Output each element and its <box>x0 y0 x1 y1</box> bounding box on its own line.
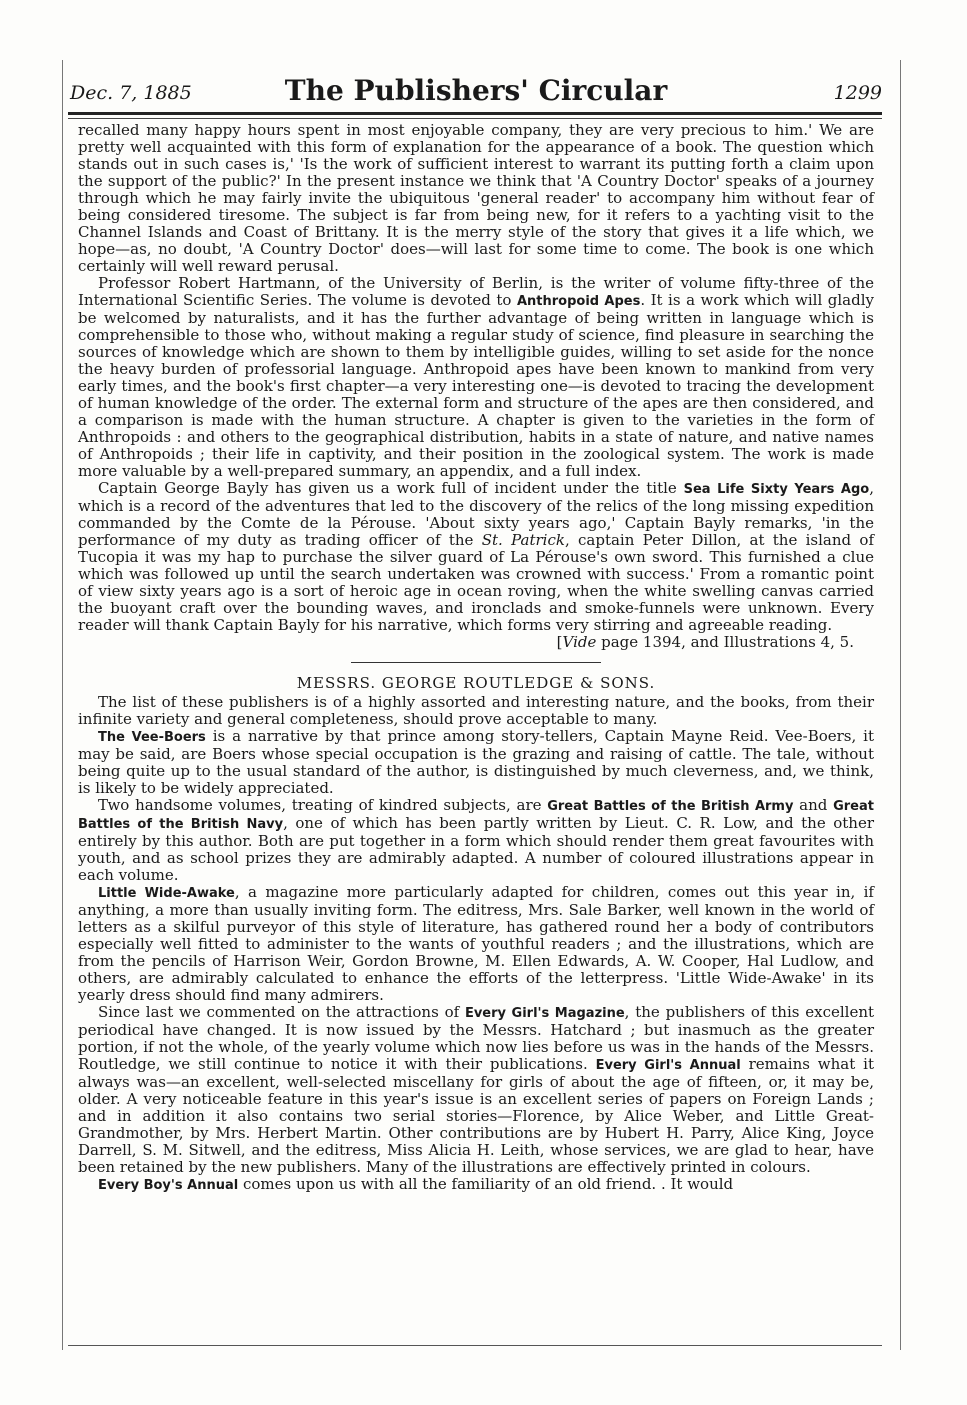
routledge-intro: The list of these publishers is of a highly assorted and interesting nature, and the books, from their infinite variety and general completeness, should prove acceptable to many. <box>78 693 874 728</box>
text-run: Since last we commented on the attractions of <box>98 1003 465 1021</box>
text-run: , a magazine more particularly adapted for children, comes out this year in, if anything, a more than usually inviting form. The editress, Mrs. Sale Barker, well known in the world of letters as a skilful purveyor of this style of literature, has gathered round her a body of contributors especially well fitted to administer to the wants of youthful readers ; and the illustrations, which are from the pencils of Harrison Weir, Gordon Browne, M. Ellen Edwards, A. W. Cooper, Hal Ludlow, and others, are admirably calculated to enhance the efforts of the letterpress. 'Little Wide-Awake' in its yearly dress should find many admirers. <box>78 883 874 1004</box>
text-run: is a narrative by that prince among story-tellers, Captain Mayne Reid. Vee-Boers, it may be said, are Boers whose special occupation is the grazing and raising of cattle. The tale, without being quite up to the usual standard of the author, is distinguished by much cleverness, and, we think, is likely to be widely appreciated. <box>78 727 874 797</box>
book-title: Every Boy's Annual <box>98 1178 239 1193</box>
text-run: . It is a work which will gladly be welcomed by naturalists, and it has the further advantage of being written in language which is comprehensible to those who, without making a regular study of science, find pleasure in searching the sources of knowledge which are shown to them by intelligible guides, willing to set aside for the nonce the heavy burden of professorial language. Anthropoid apes have been known to mankind from very early times, and the book's first chapter—a very interesting one—is devoted to tracing the development of human knowledge of the order. The external form and structure of the apes are then considered, and a comparison is made with the human structure. A chapter is given to the varieties in the form of Anthropoids : and others to the geographical distribution, habits in a state of nature, and native names of Anthropoids ; their life in captivity, and their position in the zoological system. The work is made more valuable by a well-prepared summary, an appendix, and a full index. <box>78 291 874 480</box>
text-run: Two handsome volumes, treating of kindred subjects, are <box>98 796 548 814</box>
text-run: remains what it always was—an excellent, well-selected miscellany for girls of about the age of fifteen, or, it may be, older. A very noticeable feature in this year's issue is an excellent series of papers on Foreign Lands ; and in addition it also contains two serial stories—Florence, by Alice Weber, and Little Great-Grandmother, by Mrs. Herbert Martin. Other contributions are by Hubert H. Parry, Alice King, Joyce Darrell, S. M. Sitwell, and the editress, Miss Alicia H. Leith, whose services, we are glad to hear, have been retained by the new publishers. Many of the illustrations are effectively printed in colours. <box>78 1055 874 1176</box>
page-header <box>70 70 882 110</box>
vide-reference: [Vide page 1394, and Illustrations 4, 5. <box>556 633 854 651</box>
book-title: Every Girl's Annual <box>595 1058 741 1073</box>
book-title: Sea Life Sixty Years Ago <box>683 482 870 497</box>
publication-title: The Publishers' Circular <box>284 74 668 107</box>
text-run: and <box>793 796 834 814</box>
book-title: Little Wide-Awake <box>98 886 235 901</box>
book-title: Anthropoid Apes <box>516 294 641 309</box>
right-margin-rule <box>900 60 901 1350</box>
section-divider <box>351 662 601 663</box>
book-title: Every Girl's Magazine <box>464 1006 625 1021</box>
text-run: , one of which has been partly written by Lieut. C. R. Low, and the other entirely by this author. Both are put together in a form which should render them great favourites with youth, and as school prizes they are admirably adapted. A number of coloured illustrations appear in each volume. <box>78 814 874 884</box>
routledge-paragraph-vee-boers <box>78 728 874 797</box>
review-paragraph-bayly <box>78 480 874 634</box>
left-margin-rule <box>62 60 63 1350</box>
article-body <box>78 122 874 1194</box>
text-run: comes upon us with all the familiarity of an old friend. . It would <box>238 1175 734 1193</box>
routledge-paragraph-little-wide-awake <box>78 884 874 1004</box>
routledge-paragraph-great-battles <box>78 797 874 884</box>
header-rule-thin <box>68 118 882 119</box>
page-number: 1299 <box>833 82 882 104</box>
review-paragraph: recalled many happy hours spent in most enjoyable company, they are very precious to him.' We are pretty well acquainted with this form of explanation for the appearance of a book. The question which stands out in such cases is,' 'Is the work of sufficient interest to warrant its putting forth a claim upon the support of the public?' In the present instance we think that 'A Country Doctor' speaks of a journey through which he may fairly invite the ubiquitous 'general reader' to accompany him without fear of being considered tiresome. The subject is far from being new, for it refers to a yachting visit to the Channel Islands and Coast of Brittany. It is the merry style of the story that gives it a life which, we hope—as, no doubt, 'A Country Doctor' does—will last for some time to come. The book is one which certainly will well reward perusal. <box>78 121 874 275</box>
book-title: Great Battles of the British Navy <box>78 799 874 832</box>
header-rule <box>68 112 882 115</box>
routledge-paragraph-every-girl <box>78 1004 874 1176</box>
vide-text: page 1394, and Illustrations 4, 5. <box>596 633 854 651</box>
review-paragraph-hartmann <box>78 275 874 480</box>
routledge-paragraph-every-boy <box>78 1176 874 1194</box>
header-date: Dec. 7, 1885 <box>70 82 192 104</box>
text-run: , the publishers of this excellent periodical have changed. It is now issued by the Messrs. Hatchard ; but inasmuch as the greater portion, if not the whole, of the yearly volume which now lies before us was in the hands of the Messrs. Routledge, we still continue to notice it with their publications. <box>78 1003 875 1073</box>
ship-name: St. Patrick <box>481 531 565 549</box>
footer-rule <box>68 1345 882 1346</box>
book-title: The Vee-Boers <box>98 730 206 745</box>
text-run: , which is a record of the adventures that led to the discovery of the relics of the long missing expedition commanded by the Comte de la Pérouse. 'About sixty years ago,' Captain Bayly remarks, 'in the performance of my duty as trading officer of the <box>78 479 874 549</box>
text-run: Captain George Bayly has given us a work full of incident under the title <box>98 479 684 497</box>
section-heading: MESSRS. GEORGE ROUTLEDGE & SONS. <box>296 674 656 692</box>
book-title: Great Battles of the British Army <box>547 799 794 814</box>
text-run: Professor Robert Hartmann, of the University of Berlin, is the writer of volume fifty-three of the International Scientific Series. The volume is devoted to <box>78 274 874 309</box>
vide-word: Vide <box>562 633 597 651</box>
text-run: , captain Peter Dillon, at the island of Tucopia it was my hap to purchase the silver guard of La Pérouse's own sword. This furnished a clue which was followed up until the search undertaken was crowned with success.' From a romantic point of view sixty years ago is a sort of heroic age in ocean roving, when the white swelling canvas carried the buoyant craft over the bounding waves, and ironclads and smoke-funnels were unknown. Every reader will thank Captain Bayly for his narrative, which forms very stirring and agreeable reading. <box>78 531 874 634</box>
